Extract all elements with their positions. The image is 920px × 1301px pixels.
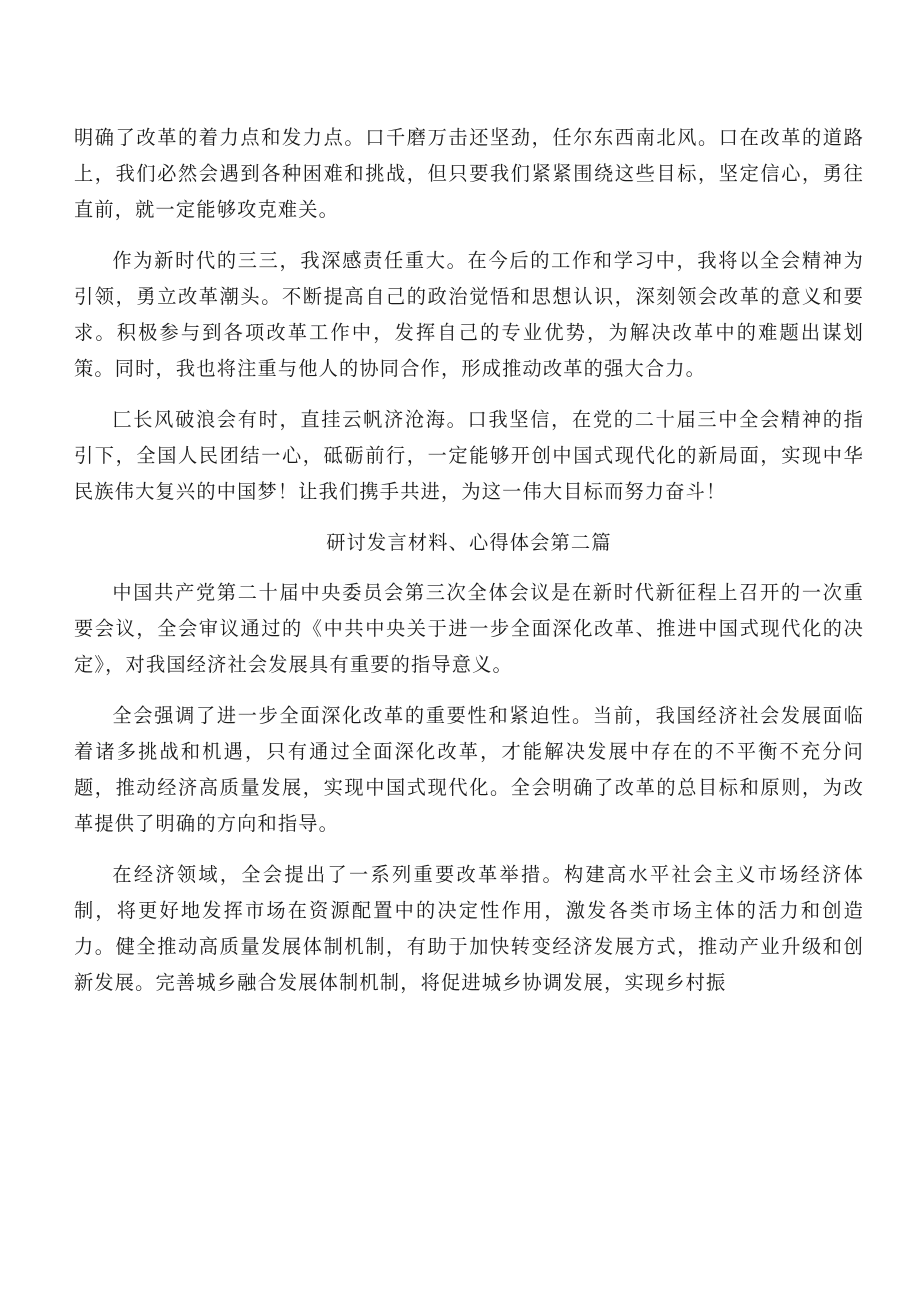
document-body xyxy=(74,120,864,1016)
paragraph-reform-importance: 全会强调了进一步全面深化改革的重要性和紧迫性。当前，我国经济社会发展面临着诸多挑战和机遇，只有通过全面深化改革，才能解决发展中存在的不平衡不充分问题，推动经济高质量发展，实现中国式现代化。全会明确了改革的总目标和原则，为改革提供了明确的方向和指导。 xyxy=(74,704,864,835)
paragraph-responsibility: 作为新时代的三三，我深感责任重大。在今后的工作和学习中，我将以全会精神为引领，勇立改革潮头。不断提高自己的政治觉悟和思想认识，深刻领会改革的意义和要求。积极参与到各项改革工作中，发挥自己的专业优势，为解决改革中的难题出谋划策。同时，我也将注重与他人的协同合作，形成推动改革的强大合力。 xyxy=(74,249,864,380)
paragraph-plenary-intro: 中国共产党第二十届中央委员会第三次全体会议是在新时代新征程上召开的一次重要会议，全会审议通过的《中共中央关于进一步全面深化改革、推进中国式现代化的决定》，对我国经济社会发展具有重要的指导意义。 xyxy=(74,581,864,676)
paragraph-conclusion: 匚长风破浪会有时，直挂云帆济沧海。口我坚信，在党的二十届三中全会精神的指引下，全国人民团结一心，砥砺前行，一定能够开创中国式现代化的新局面，实现中华民族伟大复兴的中国梦！让我们携手共进，为这一伟大目标而努力奋斗！ xyxy=(74,408,864,503)
section-heading: 研讨发言材料、心得体会第二篇 xyxy=(326,531,612,554)
paragraph-economic-reform: 在经济领域，全会提出了一系列重要改革举措。构建高水平社会主义市场经济体制，将更好地发挥市场在资源配置中的决定性作用，激发各类市场主体的活力和创造力。健全推动高质量发展体制机制，有助于加快转变经济发展方式，推动产业升级和创新发展。完善城乡融合发展体制机制，将促进城乡协调发展，实现乡村振 xyxy=(74,863,864,994)
paragraph-continuation: 明确了改革的着力点和发力点。口千磨万击还坚劲，任尔东西南北风。口在改革的道路上，我们必然会遇到各种困难和挑战，但只要我们紧紧围绕这些目标，坚定信心，勇往直前，就一定能够攻克难关。 xyxy=(74,126,864,221)
